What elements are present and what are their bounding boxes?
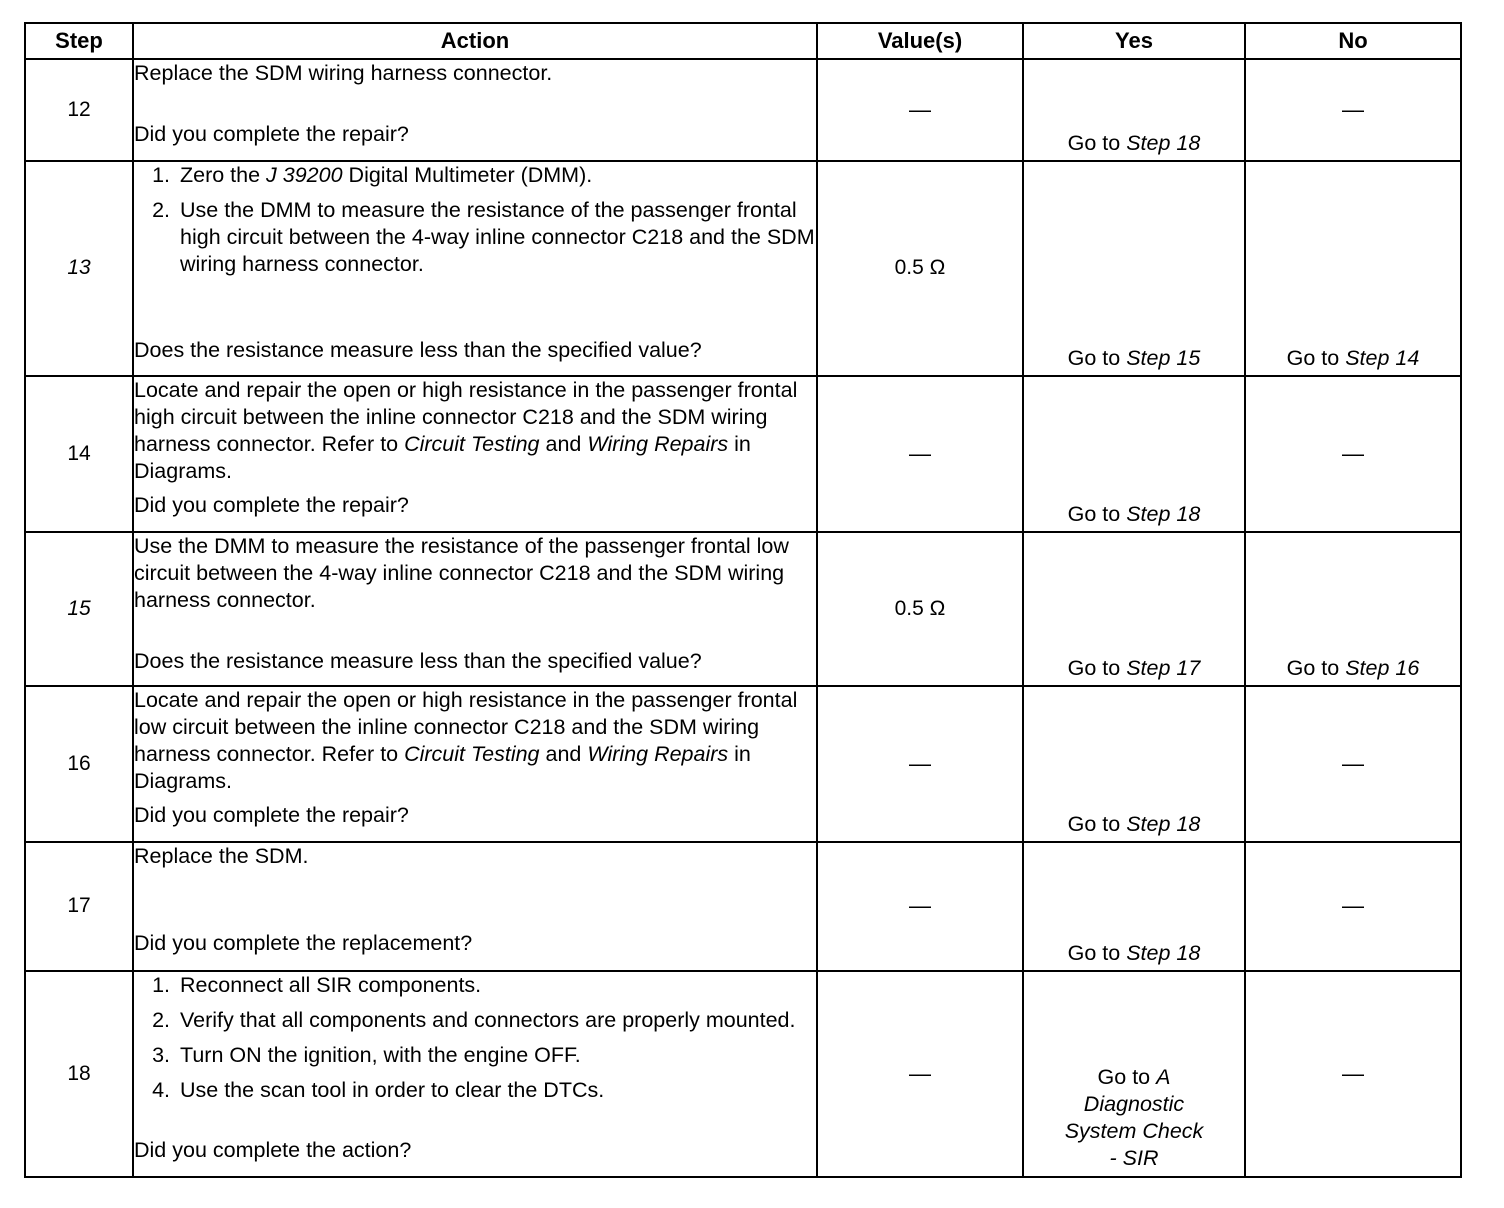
list-item: 1. Zero the J 39200 Digital Multimeter (DMM). [152, 163, 593, 188]
action-text: Replace the SDM. [134, 844, 309, 869]
list-item: 3. Turn ON the ignition, with the engine OFF. [152, 1042, 581, 1067]
action-text: Locate and repair the open or high resistance in the passenger frontal low circuit between the inline connector C218 and the SDM wiring harness connector. Refer to Circuit Testing and Wiring Repairs in Diagrams. [134, 688, 798, 794]
yes-cell [1023, 686, 1245, 842]
header-action: Action [133, 23, 817, 59]
action-question: Did you complete the repair? [134, 122, 409, 146]
action-text: Replace the SDM wiring harness connector. [134, 61, 553, 85]
header-no: No [1245, 23, 1461, 59]
table-row-step-17 [25, 842, 1461, 970]
diagnostic-table [24, 22, 1462, 1178]
yes-result: Go to Step 18 [1067, 131, 1201, 156]
action-question: Did you complete the action? [134, 1137, 412, 1162]
no-cell [1245, 161, 1461, 375]
action-cell [133, 161, 817, 375]
step-link[interactable]: Step 16 [1345, 656, 1420, 681]
list-item: 4. Use the scan tool in order to clear the DTCs. [152, 1077, 605, 1102]
value-text: 0.5 Ω [894, 596, 946, 620]
no-cell [1245, 842, 1461, 970]
value-cell [817, 686, 1023, 842]
value-cell [817, 532, 1023, 686]
no-result: — [1342, 751, 1364, 777]
step-link[interactable]: Step 14 [1345, 345, 1420, 370]
value-text: — [909, 1060, 931, 1086]
value-cell [817, 842, 1023, 970]
step-number: 12 [25, 59, 133, 161]
yes-result: Go to Step 15 [1067, 345, 1201, 370]
no-result: — [1342, 440, 1364, 466]
header-step: Step [25, 23, 133, 59]
action-cell [133, 842, 817, 970]
header-row [25, 23, 1461, 59]
table-row-step-16 [25, 686, 1461, 842]
table-row-step-15 [25, 532, 1461, 686]
step-link[interactable]: Step 17 [1126, 656, 1201, 681]
step-number: 16 [25, 686, 133, 842]
yes-cell [1023, 971, 1245, 1177]
action-cell [133, 59, 817, 161]
yes-cell [1023, 376, 1245, 532]
step-link[interactable]: A Diagnostic System Check - SIR [1064, 1065, 1204, 1170]
no-result: — [1342, 97, 1364, 123]
list-item: 1. Reconnect all SIR components. [152, 972, 482, 997]
table-row-step-14 [25, 376, 1461, 532]
table-row-step-12 [25, 59, 1461, 161]
value-cell [817, 971, 1023, 1177]
step-number: 18 [25, 971, 133, 1177]
action-text: Locate and repair the open or high resistance in the passenger frontal high circuit between the inline connector C218 and the SDM wiring harness connector. Refer to Circuit Testing and Wiring Repairs in Diagrams. [134, 377, 798, 483]
yes-result: Go to Step 18 [1067, 812, 1201, 837]
value-text: 0.5 Ω [894, 256, 946, 280]
no-cell [1245, 376, 1461, 532]
yes-cell [1023, 59, 1245, 161]
value-text: — [909, 751, 931, 777]
action-cell [133, 686, 817, 842]
yes-cell [1023, 161, 1245, 375]
step-number: 13 [25, 161, 133, 375]
value-text: — [909, 893, 931, 919]
step-link[interactable]: Step 18 [1126, 131, 1201, 156]
list-item: 2. Verify that all components and connectors are properly mounted. [152, 1007, 796, 1032]
value-cell [817, 376, 1023, 532]
action-question: Did you complete the replacement? [134, 931, 473, 956]
no-cell [1245, 532, 1461, 686]
yes-cell [1023, 532, 1245, 686]
value-text: — [909, 440, 931, 466]
no-cell [1245, 686, 1461, 842]
yes-result: Go to Step 18 [1067, 940, 1201, 965]
action-question: Does the resistance measure less than the specified value? [134, 648, 702, 673]
action-question: Did you complete the repair? [134, 803, 409, 828]
yes-result: Go to Step 18 [1067, 501, 1201, 526]
value-cell [817, 59, 1023, 161]
list-item: 2. Use the DMM to measure the resistance of the passenger frontal high circuit between the 4-way inline connector C218 and the SDM wiring harness connector. [152, 198, 815, 277]
no-cell [1245, 971, 1461, 1177]
step-link[interactable]: Step 18 [1126, 940, 1201, 965]
yes-cell [1023, 842, 1245, 970]
yes-result: Go to Step 17 [1067, 656, 1201, 681]
table-row-step-13 [25, 161, 1461, 375]
action-cell [133, 376, 817, 532]
action-question: Did you complete the repair? [134, 492, 409, 517]
action-text: Use the DMM to measure the resistance of the passenger frontal low circuit between the 4-way inline connector C218 and the SDM wiring harness connector. [134, 533, 789, 612]
action-question: Does the resistance measure less than the specified value? [134, 338, 702, 363]
action-cell [133, 532, 817, 686]
no-result: — [1342, 1060, 1364, 1086]
value-cell [817, 161, 1023, 375]
step-link[interactable]: Step 15 [1126, 345, 1201, 370]
action-cell [133, 971, 817, 1177]
step-number: 14 [25, 376, 133, 532]
action-list [134, 972, 816, 1104]
action-list [134, 162, 816, 286]
step-number: 15 [25, 532, 133, 686]
no-result: Go to Step 16 [1286, 656, 1420, 681]
step-link[interactable]: Step 18 [1126, 812, 1201, 837]
step-link[interactable]: Step 18 [1126, 501, 1201, 526]
header-yes: Yes [1023, 23, 1245, 59]
no-result: Go to Step 14 [1286, 345, 1420, 370]
yes-result: Go to A Diagnostic System Check - SIR [1064, 1065, 1204, 1170]
value-text: — [909, 97, 931, 123]
step-number: 17 [25, 842, 133, 970]
header-values: Value(s) [817, 23, 1023, 59]
no-cell [1245, 59, 1461, 161]
table-row-step-18 [25, 971, 1461, 1177]
no-result: — [1342, 893, 1364, 919]
